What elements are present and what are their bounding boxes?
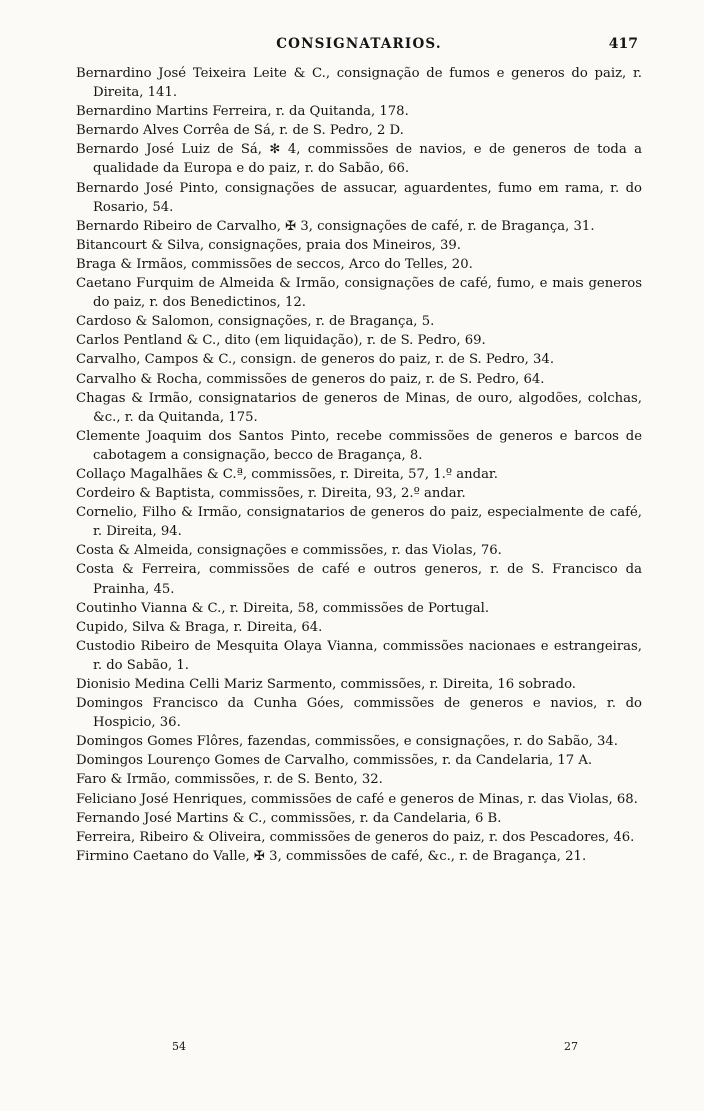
directory-entry: Domingos Lourenço Gomes de Carvalho, commissões, r. da Candelaria, 17 A.	[76, 753, 593, 769]
directory-entry: Domingos Francisco da Cunha Góes, commissões de generos e navios, r. do Hospicio, 36.	[76, 696, 642, 731]
directory-entry: Carlos Pentland & C., dito (em liquidação), r. de S. Pedro, 69.	[76, 333, 486, 349]
directory-entry: Cornelio, Filho & Irmão, consignatarios de generos do paiz, especialmente de café, r. Direita, 94.	[76, 505, 642, 540]
directory-entry: Carvalho, Campos & C., consign. de generos do paiz, r. de S. Pedro, 34.	[76, 352, 555, 368]
document-page	[76, 36, 642, 1076]
section-title: CONSIGNATARIOS.	[276, 36, 442, 52]
page-number: 417	[608, 36, 638, 52]
directory-entry: Chagas & Irmão, consignatarios de generos de Minas, de ouro, algodões, colchas, &c., r. da Quitanda, 175.	[76, 390, 642, 425]
directory-entry: Costa & Ferreira, commissões de café e outros generos, r. de S. Francisco da Prainha, 45.	[76, 562, 642, 597]
directory-entry: Costa & Almeida, consignações e commissões, r. das Violas, 76.	[76, 543, 502, 559]
directory-entry: Feliciano José Henriques, commissões de café e generos de Minas, r. das Violas, 68.	[76, 791, 638, 807]
directory-entry: Cardoso & Salomon, consignações, r. de Bragança, 5.	[76, 314, 435, 330]
directory-entry: Custodio Ribeiro de Mesquita Olaya Vianna, commissões nacionaes e estrangeiras, r. do Sabão, 1.	[76, 638, 642, 673]
directory-entry: Bernardo José Luiz de Sá, ✻ 4, commissões de navios, e de generos de toda a qualidade da Europa e do paiz, r. do Sabão, 66.	[76, 142, 642, 177]
directory-entry: Firmino Caetano do Valle, ✠ 3, commissões de café, &c., r. de Bragança, 21.	[76, 848, 587, 864]
directory-entry: Carvalho & Rocha, commissões de generos do paiz, r. de S. Pedro, 64.	[76, 371, 545, 387]
directory-entry: Bernardo José Pinto, consignações de assucar, aguardentes, fumo em rama, r. do Rosario, 54.	[76, 180, 642, 215]
directory-entry: Cordeiro & Baptista, commissões, r. Direita, 93, 2.º andar.	[76, 486, 466, 502]
directory-entry: Bernardo Alves Corrêa de Sá, r. de S. Pedro, 2 D.	[76, 123, 404, 139]
running-header	[76, 36, 642, 56]
directory-entry: Clemente Joaquim dos Santos Pinto, recebe commissões de generos e barcos de cabotagem a consignação, becco de Bragança, 8.	[76, 428, 642, 463]
directory-entry: Dionisio Medina Celli Mariz Sarmento, commissões, r. Direita, 16 sobrado.	[76, 677, 576, 692]
directory-entry: Bitancourt & Silva, consignações, praia dos Mineiros, 39.	[76, 237, 461, 253]
page-footer	[76, 1040, 642, 1056]
directory-entry: Collaço Magalhães & C.ª, commissões, r. Direita, 57, 1.º andar.	[76, 466, 498, 482]
directory-entry: Ferreira, Ribeiro & Oliveira, commissões de generos do paiz, r. dos Pescadores, 46.	[76, 829, 635, 845]
directory-entry: Bernardo Ribeiro de Carvalho, ✠ 3, consignações de café, r. de Bragança, 31.	[76, 218, 595, 234]
signature-mark: 54	[172, 1040, 186, 1053]
directory-entry: Braga & Irmãos, commissões de seccos, Arco do Telles, 20.	[76, 256, 473, 272]
directory-entry: Domingos Gomes Flôres, fazendas, commissões, e consignações, r. do Sabão, 34.	[76, 734, 618, 750]
directory-entry: Bernardino José Teixeira Leite & C., consignação de fumos e generos do paiz, r. Direita, 141.	[76, 66, 642, 101]
entry-list	[76, 64, 642, 866]
directory-entry: Caetano Furquim de Almeida & Irmão, consignações de café, fumo, e mais generos do paiz, r. dos Benedictinos, 12.	[76, 276, 642, 311]
directory-entry: Fernando José Martins & C., commissões, r. da Candelaria, 6 B.	[76, 810, 502, 826]
directory-entry: Cupido, Silva & Braga, r. Direita, 64.	[76, 619, 323, 635]
sheet-number: 27	[564, 1040, 578, 1053]
directory-entry: Bernardino Martins Ferreira, r. da Quitanda, 178.	[76, 104, 409, 120]
directory-entry: Coutinho Vianna & C., r. Direita, 58, commissões de Portugal.	[76, 600, 490, 616]
directory-entry: Faro & Irmão, commissões, r. de S. Bento, 32.	[76, 772, 383, 788]
